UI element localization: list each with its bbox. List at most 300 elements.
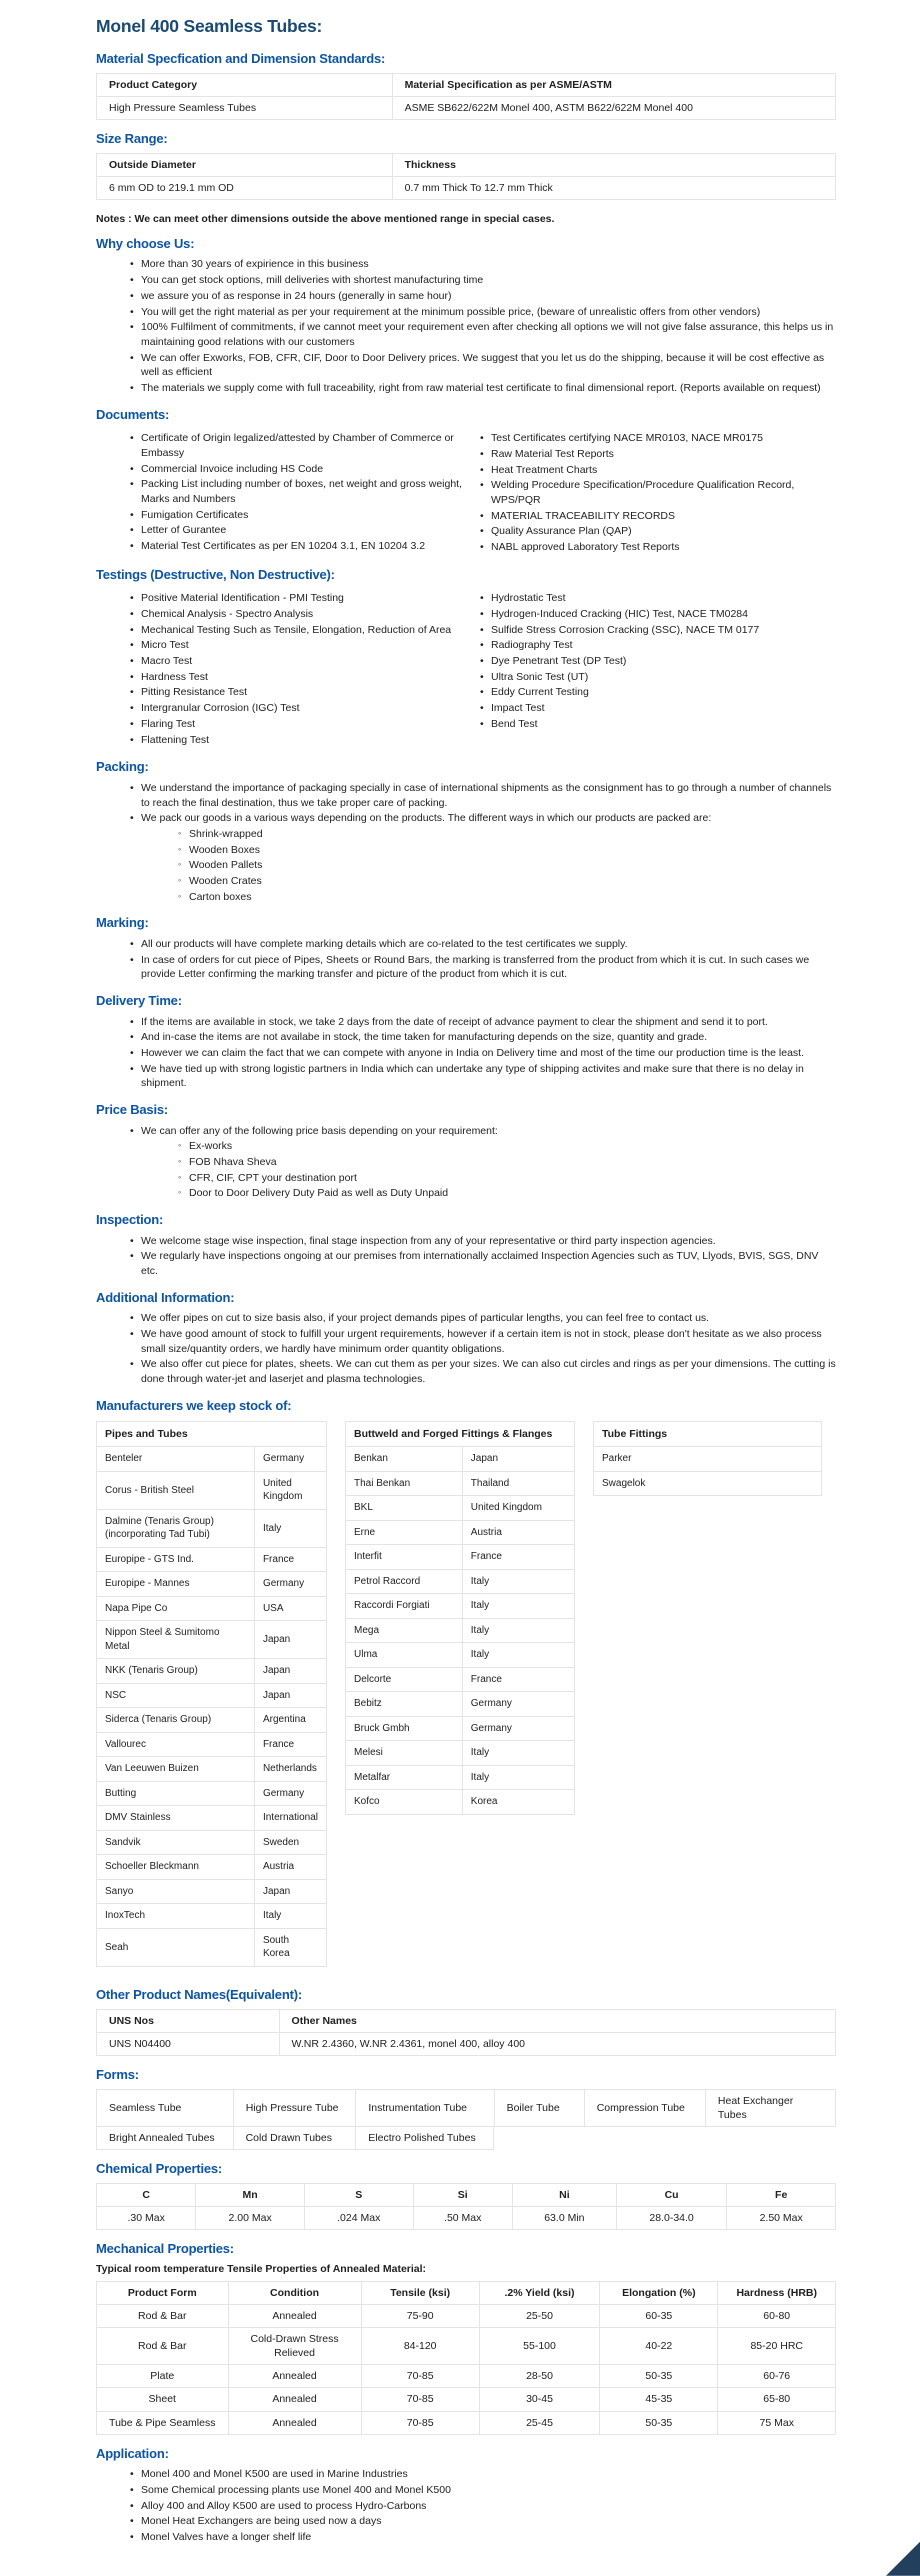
table-cell: Italy — [462, 1594, 574, 1619]
table-cell: Bright Annealed Tubes — [97, 2126, 234, 2149]
list-item: • Some Chemical processing plants use Monel 400 and Monel K500 — [130, 2483, 836, 2498]
table-cell: Europipe - Mannes — [97, 1572, 255, 1597]
table-header-row — [97, 1422, 327, 1447]
section-additional-info — [96, 1290, 836, 1387]
table-cell: 25-50 — [479, 2304, 599, 2327]
table-cell: Benteler — [97, 1447, 255, 1472]
table-cell: United Kingdom — [254, 1471, 326, 1509]
table-row — [97, 1781, 327, 1806]
list-item: • Hydrostatic Test — [480, 591, 836, 606]
table-header-cell: Mn — [196, 2183, 305, 2206]
table-cell: Sheet — [97, 2388, 229, 2411]
table-cell: Plate — [97, 2365, 229, 2388]
table-header-cell: Ni — [512, 2183, 616, 2206]
table-cell: Annealed — [228, 2304, 361, 2327]
table-cell: Italy — [462, 1741, 574, 1766]
list-item: • If the items are available in stock, we take 2 days from the date of receipt of advance payment to clear the shipment and send it to port. — [130, 1015, 836, 1030]
list-item: • Flattening Test — [130, 733, 466, 748]
price-basis-list — [96, 1124, 836, 1139]
table-cell: 50-35 — [600, 2365, 718, 2388]
section-other-names — [96, 1987, 836, 2056]
table-row — [97, 1621, 327, 1659]
table-cell: Mega — [346, 1618, 463, 1643]
table-cell: Delcorte — [346, 1667, 463, 1692]
table-row — [97, 1596, 327, 1621]
table-cell: 70-85 — [361, 2411, 479, 2434]
list-item: • We understand the importance of packaging specially in case of international shipments as the consignment has to go through a number of channels to reach the final destination, thus we take proper care of packing. — [130, 781, 836, 810]
table-header-row — [97, 2009, 836, 2032]
section-delivery-time — [96, 993, 836, 1091]
table-row — [97, 96, 836, 119]
list-item: • Raw Material Test Reports — [480, 447, 836, 462]
table-cell: Raccordi Forgiati — [346, 1594, 463, 1619]
list-item: • However we can claim the fact that we can compete with anyone in India on Delivery time and most of the time our production time is the least. — [130, 1046, 836, 1061]
table-header-cell: UNS Nos — [97, 2009, 280, 2032]
list-item: • Packing List including number of boxes, net weight and gross weight, Marks and Numbers — [130, 477, 466, 506]
table-cell: Italy — [254, 1509, 326, 1547]
table-header-row — [346, 1422, 575, 1447]
table-cell: Argentina — [254, 1708, 326, 1733]
table-row — [346, 1545, 575, 1570]
table-cell: Japan — [254, 1683, 326, 1708]
buttweld-forged-table — [345, 1421, 575, 1815]
table-cell: USA — [254, 1596, 326, 1621]
table-cell: Bebitz — [346, 1692, 463, 1717]
table-cell: Cold-Drawn Stress Relieved — [228, 2327, 361, 2364]
list-item: • Alloy 400 and Alloy K500 are used to process Hydro-Carbons — [130, 2499, 836, 2514]
list-item: • Monel Heat Exchangers are being used now a days — [130, 2514, 836, 2529]
table-cell: 25-45 — [479, 2411, 599, 2434]
mechanical-subtitle: Typical room temperature Tensile Properties of Annealed Material: — [96, 2262, 427, 2275]
table-row — [97, 1447, 327, 1472]
table-cell: 75-90 — [361, 2304, 479, 2327]
list-item: • Monel 400 and Monel K500 are used in Marine Industries — [130, 2467, 836, 2482]
table-row — [346, 1569, 575, 1594]
table-header-cell: Hardness (HRB) — [718, 2281, 836, 2304]
table-cell: Electro Polished Tubes — [356, 2126, 494, 2149]
table-cell: DMV Stainless — [97, 1806, 255, 1831]
list-item: • we assure you of as response in 24 hours (generally in same hour) — [130, 289, 836, 304]
table-cell: Japan — [462, 1447, 574, 1472]
list-item: • Monel Valves have a longer shelf life — [130, 2530, 836, 2545]
table-header-cell: Cu — [616, 2183, 726, 2206]
table-cell: 28.0-34.0 — [616, 2206, 726, 2229]
forms-table-row1 — [96, 2089, 836, 2127]
list-item: • We welcome stage wise inspection, final stage inspection from any of your representative or third party inspection agencies. — [130, 1234, 836, 1249]
list-item: • Macro Test — [130, 654, 466, 669]
section-packing — [96, 759, 836, 904]
table-row — [346, 1447, 575, 1472]
table-cell: France — [254, 1732, 326, 1757]
list-item: • NABL approved Laboratory Test Reports — [480, 540, 836, 555]
table-cell: Erne — [346, 1520, 463, 1545]
table-row — [97, 2089, 836, 2126]
list-item: • You can get stock options, mill deliveries with shortest manufacturing time — [130, 273, 836, 288]
table-cell: 70-85 — [361, 2365, 479, 2388]
application-heading: Application: — [96, 2445, 169, 2461]
table-row — [346, 1643, 575, 1668]
sub-list-item: ◦ Wooden Crates — [178, 874, 836, 889]
table-cell: Italy — [254, 1904, 326, 1929]
table-cell: 70-85 — [361, 2388, 479, 2411]
table-cell: Rod & Bar — [97, 2327, 229, 2364]
table-cell: Germany — [254, 1447, 326, 1472]
other-names-heading: Other Product Names(Equivalent): — [96, 1986, 302, 2002]
testings-list-right — [466, 591, 836, 748]
notes-line: Notes : We can meet other dimensions outside the above mentioned range in special cases. — [96, 212, 555, 225]
additional-info-heading: Additional Information: — [96, 1289, 235, 1305]
other-names-table — [96, 2009, 836, 2056]
testings-heading: Testings (Destructive, Non Destructive): — [96, 566, 335, 582]
forms-table-row2 — [96, 2126, 494, 2150]
price-basis-sublist — [96, 1139, 836, 1201]
list-item: • Quality Assurance Plan (QAP) — [480, 524, 836, 539]
table-cell: Seah — [97, 1928, 255, 1966]
table-header-cell: Fe — [727, 2183, 836, 2206]
list-item: • Bend Test — [480, 717, 836, 732]
table-cell: W.NR 2.4360, W.NR 2.4361, monel 400, alloy 400 — [279, 2032, 835, 2055]
table-cell: Boiler Tube — [494, 2089, 584, 2126]
list-item: • Hardness Test — [130, 670, 466, 685]
table-cell: 75 Max — [718, 2411, 836, 2434]
sub-list-item: ◦ Wooden Boxes — [178, 843, 836, 858]
table-header-cell: Product Category — [97, 73, 393, 96]
table-cell: BKL — [346, 1496, 463, 1521]
list-item: • We can offer any of the following price basis depending on your requirement: — [130, 1124, 836, 1139]
table-row — [97, 1659, 327, 1684]
packing-sublist — [96, 827, 836, 904]
table-cell: France — [254, 1547, 326, 1572]
list-item: • Pitting Resistance Test — [130, 685, 466, 700]
list-item: • Mechanical Testing Such as Tensile, Elongation, Reduction of Area — [130, 623, 466, 638]
table-cell: 60-35 — [600, 2304, 718, 2327]
table-row — [346, 1618, 575, 1643]
table-cell: 84-120 — [361, 2327, 479, 2364]
table-cell: Ulma — [346, 1643, 463, 1668]
section-manufacturers — [96, 1398, 836, 1967]
list-item: • The materials we supply come with full traceability, right from raw material test certificate to final dimensional report. (Reports available on request) — [130, 381, 836, 396]
table-body — [97, 1447, 327, 1967]
list-item: • All our products will have complete marking details which are co-related to the test certificates we supply. — [130, 937, 836, 952]
table-cell: Italy — [462, 1765, 574, 1790]
table-row — [346, 1716, 575, 1741]
list-item: • We regularly have inspections ongoing at our premises from internationally acclaimed Inspection Agencies such as TUV, Llyods, BVIS, SGS, DNV etc. — [130, 1249, 836, 1278]
table-cell: Schoeller Bleckmann — [97, 1855, 255, 1880]
table-cell: High Pressure Tube — [233, 2089, 356, 2126]
list-item: • Flaring Test — [130, 717, 466, 732]
table-row — [97, 1928, 327, 1966]
manufacturers-tables — [96, 1421, 836, 1967]
list-item: • Commercial Invoice including HS Code — [130, 462, 466, 477]
list-item: • You will get the right material as per your requirement at the minimum possible price, (beware of unrealistic offers from other vendors) — [130, 305, 836, 320]
table-row — [594, 1471, 822, 1496]
table-header-cell: Condition — [228, 2281, 361, 2304]
table-cell: Napa Pipe Co — [97, 1596, 255, 1621]
table-row — [97, 1806, 327, 1831]
table-cell: Kofco — [346, 1790, 463, 1815]
table-header-cell: Si — [413, 2183, 512, 2206]
documents-list-left — [96, 431, 466, 556]
manufacturers-heading: Manufacturers we keep stock of: — [96, 1397, 292, 1413]
list-item: • And in-case the items are not availabe in stock, the time taken for manufacturing depends on the size, quantity and grade. — [130, 1030, 836, 1045]
table-header-cell: Other Names — [279, 2009, 835, 2032]
sub-list-item: ◦ Wooden Pallets — [178, 858, 836, 873]
table-cell: Italy — [462, 1618, 574, 1643]
inspection-heading: Inspection: — [96, 1212, 164, 1228]
list-item: • Chemical Analysis - Spectro Analysis — [130, 607, 466, 622]
list-item: • Fumigation Certificates — [130, 508, 466, 523]
section-mechanical — [96, 2241, 836, 2435]
table-cell: Austria — [254, 1855, 326, 1880]
table-cell: Metalfar — [346, 1765, 463, 1790]
table-cell: Butting — [97, 1781, 255, 1806]
table-cell: Annealed — [228, 2365, 361, 2388]
sub-list-item: ◦ CFR, CIF, CPT your destination port — [178, 1171, 836, 1186]
application-list — [96, 2467, 836, 2544]
forms-heading: Forms: — [96, 2066, 139, 2082]
section-material-spec — [96, 51, 836, 120]
table-cell: France — [462, 1545, 574, 1570]
table-cell: Annealed — [228, 2411, 361, 2434]
table-cell: Heat Exchanger Tubes — [705, 2089, 835, 2126]
table-body — [97, 176, 836, 199]
table-header-row — [97, 2183, 836, 2206]
table-cell: High Pressure Seamless Tubes — [97, 96, 393, 119]
list-item: • We have good amount of stock to fulfill your urgent requirements, however if a certain item is not in stock, please don't hesitate as we also process small size/quantity orders, we hardly have minimum order quantity obligations. — [130, 1327, 836, 1356]
sub-list-item: ◦ Shrink-wrapped — [178, 827, 836, 842]
table-cell: International — [254, 1806, 326, 1831]
table-body — [594, 1447, 822, 1496]
table-row — [346, 1496, 575, 1521]
why-choose-us-heading: Why choose Us: — [96, 235, 195, 251]
section-marking — [96, 915, 836, 982]
table-cell: Germany — [462, 1692, 574, 1717]
list-item: • 100% Fulfilment of commitments, if we cannot meet your requirement even after checking all options we will not give false assurance, this helps us in maintaining good relations with our customers — [130, 320, 836, 349]
table-cell: 85-20 HRC — [718, 2327, 836, 2364]
table-row — [97, 1683, 327, 1708]
table-cell: Benkan — [346, 1447, 463, 1472]
list-item: • Micro Test — [130, 638, 466, 653]
table-row — [346, 1790, 575, 1815]
table-row — [346, 1520, 575, 1545]
table-cell: 55-100 — [479, 2327, 599, 2364]
table-header-row — [97, 153, 836, 176]
list-item: • Test Certificates certifying NACE MR0103, NACE MR0175 — [480, 431, 836, 446]
table-cell: 0.7 mm Thick To 12.7 mm Thick — [392, 176, 835, 199]
table-cell: Melesi — [346, 1741, 463, 1766]
table-cell: Swagelok — [594, 1471, 822, 1496]
table-cell: Bruck Gmbh — [346, 1716, 463, 1741]
table-header-cell: S — [304, 2183, 413, 2206]
table-cell: Sweden — [254, 1830, 326, 1855]
size-range-table — [96, 153, 836, 200]
table-cell: Germany — [462, 1716, 574, 1741]
section-documents — [96, 407, 836, 556]
list-item: • Certificate of Origin legalized/attested by Chamber of Commerce or Embassy — [130, 431, 466, 460]
table-cell: 2.00 Max — [196, 2206, 305, 2229]
table-cell: .024 Max — [304, 2206, 413, 2229]
table-cell: Korea — [462, 1790, 574, 1815]
tube-fittings-table — [593, 1421, 822, 1496]
table-cell: Thai Benkan — [346, 1471, 463, 1496]
table-row — [97, 1904, 327, 1929]
table-row — [346, 1471, 575, 1496]
section-forms — [96, 2067, 836, 2150]
list-item: • Letter of Gurantee — [130, 523, 466, 538]
chemical-heading: Chemical Properties: — [96, 2161, 223, 2177]
table-header-cell: Tensile (ksi) — [361, 2281, 479, 2304]
mechanical-heading: Mechanical Properties: — [96, 2240, 234, 2256]
table-cell: Nippon Steel & Sumitomo Metal — [97, 1621, 255, 1659]
table-header-cell: .2% Yield (ksi) — [479, 2281, 599, 2304]
list-item: • Positive Material Identification - PMI Testing — [130, 591, 466, 606]
table-cell: UNS N04400 — [97, 2032, 280, 2055]
price-basis-heading: Price Basis: — [96, 1102, 169, 1117]
list-item: • Ultra Sonic Test (UT) — [480, 670, 836, 685]
table-cell: NKK (Tenaris Group) — [97, 1659, 255, 1684]
table-cell: 6 mm OD to 219.1 mm OD — [97, 176, 393, 199]
table-cell: 65-80 — [718, 2388, 836, 2411]
table-row — [97, 1509, 327, 1547]
pipes-tubes-table — [96, 1421, 327, 1967]
list-item: • Sulfide Stress Corrosion Cracking (SSC), NACE TM 0177 — [480, 623, 836, 638]
table-header-cell: Outside Diameter — [97, 153, 393, 176]
table-header-cell: Pipes and Tubes — [97, 1422, 327, 1447]
table-cell: France — [462, 1667, 574, 1692]
table-cell: Interfit — [346, 1545, 463, 1570]
table-cell: 60-80 — [718, 2304, 836, 2327]
table-row — [97, 1757, 327, 1782]
table-header-cell: C — [97, 2183, 196, 2206]
table-cell: Dalmine (Tenaris Group) (incorporating Tad Tubi) — [97, 1509, 255, 1547]
sub-list-item: ◦ Carton boxes — [178, 890, 836, 905]
table-cell: Parker — [594, 1447, 822, 1472]
list-item: • We offer pipes on cut to size basis also, if your project demands pipes of particular lengths, you can feel free to contact us. — [130, 1311, 836, 1326]
delivery-time-list — [96, 1015, 836, 1091]
inspection-list — [96, 1234, 836, 1279]
packing-heading: Packing: — [96, 759, 149, 775]
table-cell: 30-45 — [479, 2388, 599, 2411]
table-row — [97, 1855, 327, 1880]
section-application — [96, 2446, 836, 2545]
documents-columns — [96, 428, 836, 556]
table-cell: Italy — [462, 1643, 574, 1668]
table-cell: ASME SB622/622M Monel 400, ASTM B622/622M Monel 400 — [392, 96, 835, 119]
table-cell: Austria — [462, 1520, 574, 1545]
packing-list — [96, 781, 836, 826]
table-body — [346, 1447, 575, 1815]
table-cell: 2.50 Max — [727, 2206, 836, 2229]
list-item: • In case of orders for cut piece of Pipes, Sheets or Round Bars, the marking is transferred from the product from which it is cut. In such cases we provide Letter confirming the marking transfer and picture of the product from which it is cut. — [130, 953, 836, 982]
table-cell: Van Leeuwen Buizen — [97, 1757, 255, 1782]
table-header-cell: Thickness — [392, 153, 835, 176]
table-cell: Germany — [254, 1781, 326, 1806]
table-cell: Sandvik — [97, 1830, 255, 1855]
table-row — [97, 2126, 494, 2149]
table-row — [346, 1692, 575, 1717]
section-chemical — [96, 2161, 836, 2230]
table-header-cell: Elongation (%) — [600, 2281, 718, 2304]
list-item: • MATERIAL TRACEABILITY RECORDS — [480, 509, 836, 524]
material-spec-table — [96, 73, 836, 120]
list-item: • Hydrogen-Induced Cracking (HIC) Test, NACE TM0284 — [480, 607, 836, 622]
table-row — [97, 1879, 327, 1904]
table-cell: Siderca (Tenaris Group) — [97, 1708, 255, 1733]
table-cell: .50 Max — [413, 2206, 512, 2229]
marking-list — [96, 937, 836, 982]
table-row — [594, 1447, 822, 1472]
documents-list-right — [466, 431, 836, 556]
table-row — [97, 1732, 327, 1757]
table-cell: Sanyo — [97, 1879, 255, 1904]
table-cell: United Kingdom — [462, 1496, 574, 1521]
list-item: • More than 30 years of expirience in this business — [130, 257, 836, 272]
documents-heading: Documents: — [96, 406, 170, 422]
table-cell: Instrumentation Tube — [356, 2089, 494, 2126]
delivery-time-heading: Delivery Time: — [96, 992, 182, 1008]
table-cell: Annealed — [228, 2388, 361, 2411]
section-price-basis — [96, 1102, 836, 1201]
list-item: • Impact Test — [480, 701, 836, 716]
table-cell: Seamless Tube — [97, 2089, 234, 2126]
list-item: • Material Test Certificates as per EN 10204 3.1, EN 10204 3.2 — [130, 539, 466, 554]
table-row — [97, 176, 836, 199]
list-item: • Heat Treatment Charts — [480, 463, 836, 478]
list-item: • Radiography Test — [480, 638, 836, 653]
testings-columns — [96, 588, 836, 748]
additional-info-list — [96, 1311, 836, 1386]
section-testings — [96, 567, 836, 748]
table-row — [97, 2206, 836, 2229]
size-range-heading: Size Range: — [96, 130, 168, 146]
sub-list-item: ◦ Ex-works — [178, 1139, 836, 1154]
section-inspection — [96, 1212, 836, 1279]
table-cell: Japan — [254, 1621, 326, 1659]
list-item: • We can offer Exworks, FOB, CFR, CIF, Door to Door Delivery prices. We suggest that you let us do the shipping, because it will be cost effective as well as efficient — [130, 351, 836, 380]
table-body — [97, 2304, 836, 2434]
table-row — [97, 2032, 836, 2055]
material-spec-heading: Material Specfication and Dimension Standards: — [96, 51, 386, 66]
table-row — [97, 2411, 836, 2434]
page-title: Monel 400 Seamless Tubes: — [96, 16, 323, 36]
table-cell: Japan — [254, 1659, 326, 1684]
table-cell: 40-22 — [600, 2327, 718, 2364]
table-cell: 60-76 — [718, 2365, 836, 2388]
table-cell: Vallourec — [97, 1732, 255, 1757]
table-cell: Japan — [254, 1879, 326, 1904]
table-cell: 63.0 Min — [512, 2206, 616, 2229]
why-choose-us-list — [96, 257, 836, 395]
testings-list-left — [96, 591, 466, 748]
table-cell: Rod & Bar — [97, 2304, 229, 2327]
table-row — [97, 2365, 836, 2388]
table-row — [97, 1830, 327, 1855]
table-cell: Netherlands — [254, 1757, 326, 1782]
section-size-range — [96, 131, 836, 200]
table-cell: Thailand — [462, 1471, 574, 1496]
table-cell: NSC — [97, 1683, 255, 1708]
table-cell: Petrol Raccord — [346, 1569, 463, 1594]
chemical-table — [96, 2183, 836, 2230]
table-row — [97, 2327, 836, 2364]
table-row — [97, 2304, 836, 2327]
table-header-cell: Product Form — [97, 2281, 229, 2304]
table-cell: Cold Drawn Tubes — [233, 2126, 356, 2149]
table-body — [97, 2032, 836, 2055]
list-item: • We pack our goods in a various ways depending on the products. The different ways in which our products are packed are: — [130, 811, 836, 826]
table-cell: 45-35 — [600, 2388, 718, 2411]
list-item: • Intergranular Corrosion (IGC) Test — [130, 701, 466, 716]
